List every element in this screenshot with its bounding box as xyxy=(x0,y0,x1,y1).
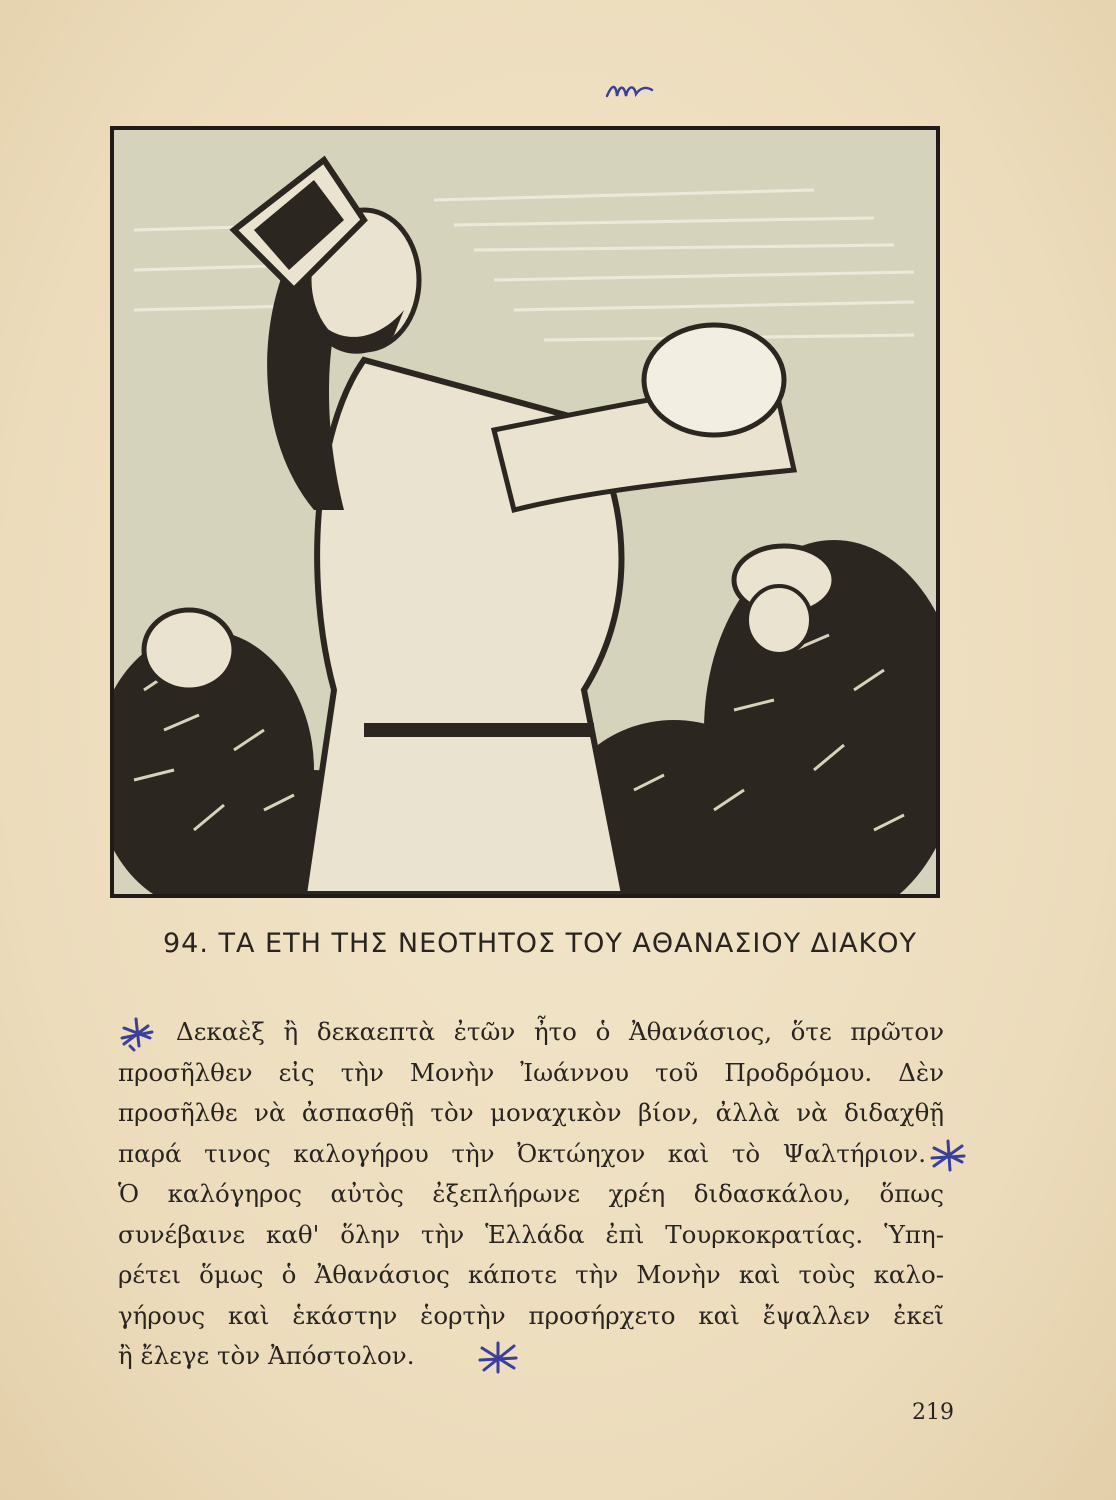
pen-scribble-mark xyxy=(604,76,656,102)
chapter-heading: 94. ΤΑ ΕΤΗ ΤΗΣ ΝΕΟΤΗΤΟΣ ΤΟΥ ΑΘΑΝΑΣΙΟΥ ΔΙΑΚΟΥ xyxy=(162,928,917,959)
paragraph-line: συνέβαινε καθ' ὅλην τὴν Ἑλλάδα ἐπὶ Τουρκοκρατίας. Ὑπη- xyxy=(118,1219,944,1249)
woodcut-illustration xyxy=(110,126,940,898)
paragraph-line: προσῆλθε νὰ ἀσπασθῇ τὸν μοναχικὸν βίον, ἀλλὰ νὰ διδαχθῇ xyxy=(118,1098,944,1127)
paragraph-line: ἢ ἔλεγε τὸν Ἀπόστολον. xyxy=(118,1341,415,1370)
paragraph-line: προσῆλθεν εἰς τὴν Μονὴν Ἰωάννου τοῦ Προδρόμου. Δὲν xyxy=(118,1057,944,1087)
paragraph-line: γήρους καὶ ἑκάστην ἑορτὴν προσήρχετο καὶ ἔψαλλεν ἐκεῖ xyxy=(118,1300,944,1330)
paragraph-line: ρέτει ὅμως ὁ Ἀθανάσιος κάποτε τὴν Μονὴν καὶ τοὺς καλο- xyxy=(118,1260,944,1289)
paragraph xyxy=(118,1012,944,1377)
paragraph-line: παρά τινος καλογήρου τὴν Ὀκτώηχον καὶ τὸ Ψαλτήριον. xyxy=(118,1138,926,1168)
monk-in-olive-grove-illustration xyxy=(114,130,936,894)
paragraph-line: Δεκαὲξ ἢ δεκαεπτὰ ἐτῶν ἦτο ὁ Ἀθανάσιος, ὅτε πρῶτον xyxy=(176,1017,944,1046)
paragraph-line: Ὁ καλόγηρος αὐτὸς ἐξεπλήρωνε χρέη διδασκάλου, ὅπως xyxy=(118,1179,944,1208)
page-number: 219 xyxy=(912,1400,954,1425)
